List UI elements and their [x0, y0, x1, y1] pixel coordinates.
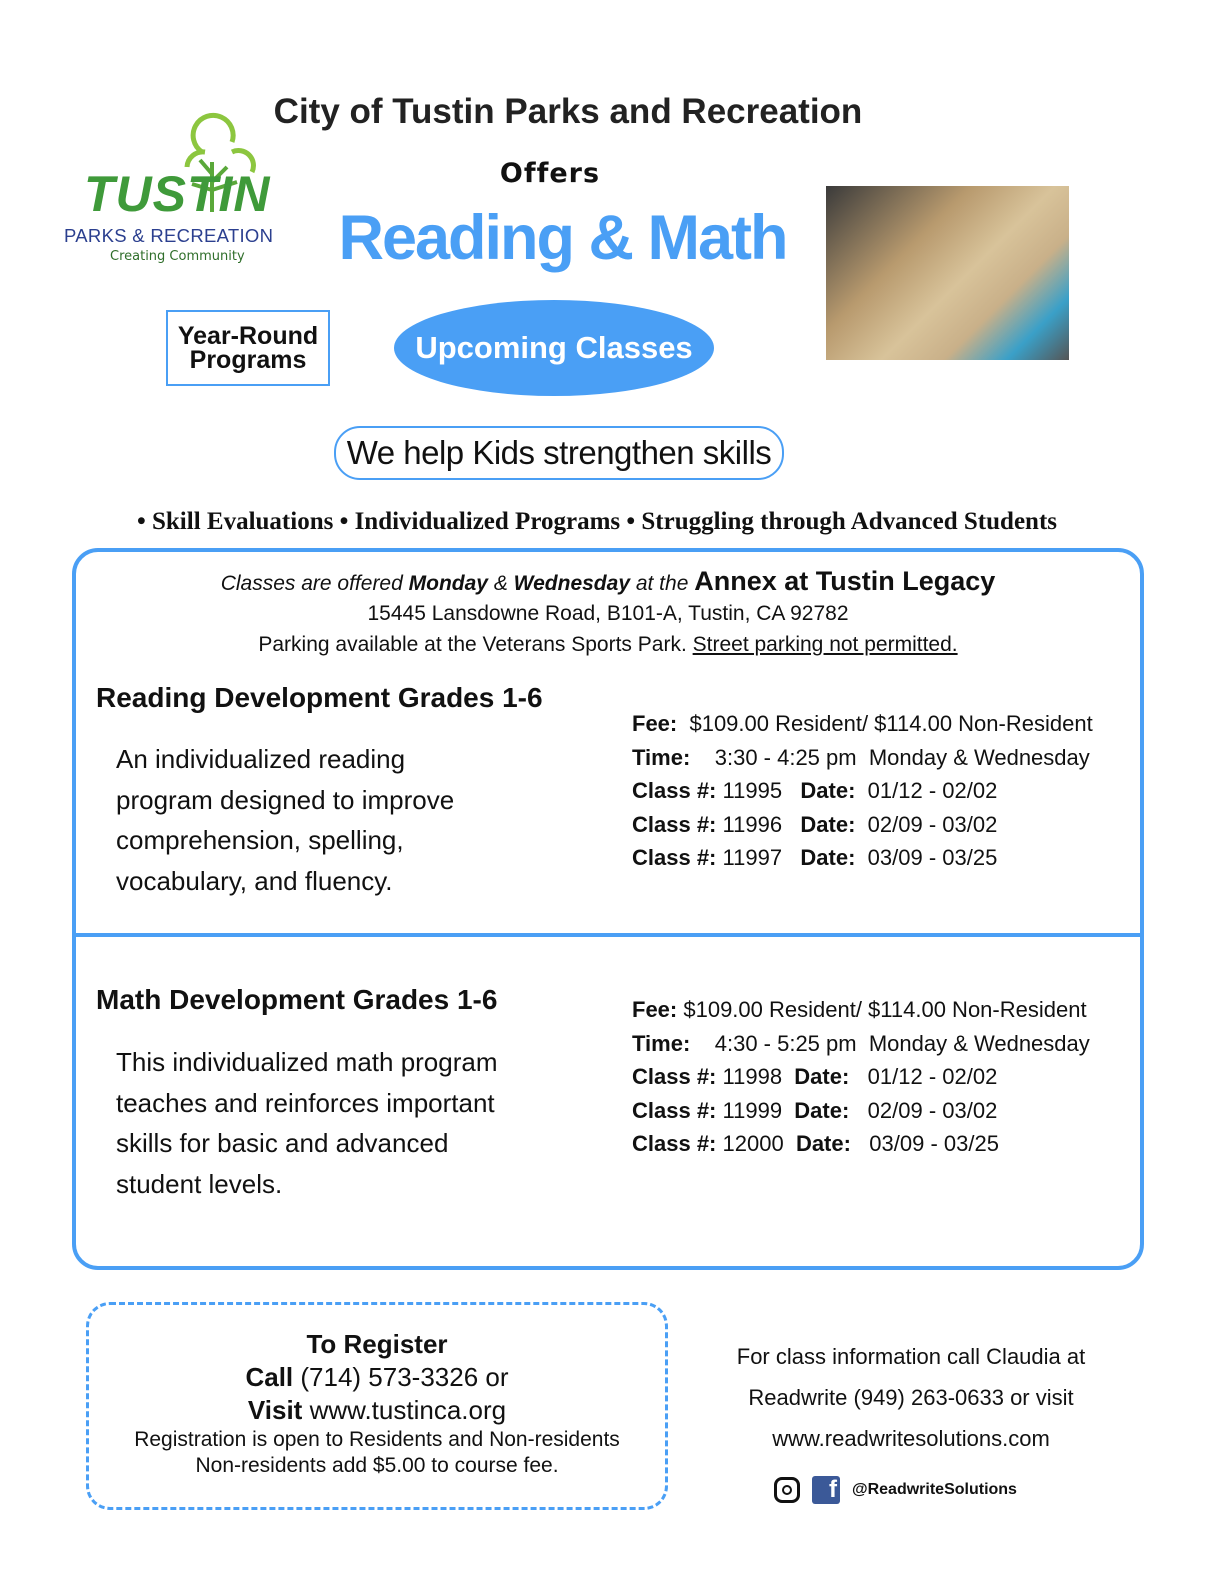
date-label: Date: [795, 1131, 851, 1156]
headline: Reading & Math [338, 203, 787, 273]
logo-wordmark: TUSTIN [84, 166, 271, 222]
tagline-pill: We help Kids strengthen skills [334, 426, 784, 480]
visit-label: Visit [247, 1395, 303, 1425]
website-link[interactable]: www.tustinca.org [302, 1395, 507, 1425]
fee-value: $109.00 Resident/ $114.00 Non-Resident [677, 997, 1087, 1022]
loc-at: at the [630, 572, 695, 595]
phone-number: (714) 573-3326 or [293, 1362, 509, 1392]
location-line [72, 566, 1144, 599]
class-number: 11995 [722, 778, 783, 803]
parking-note: Street parking not permitted. [692, 633, 958, 656]
time-label: Time: [632, 1030, 691, 1056]
contact-website[interactable]: www.readwritesolutions.com [772, 1426, 1050, 1451]
time-row [632, 741, 1093, 775]
reading-title: Reading Development Grades 1-6 [96, 682, 543, 713]
class-number: 11996 [722, 811, 783, 837]
class-row [632, 808, 1093, 842]
date-label: Date: [800, 845, 856, 870]
upcoming-classes-badge: Upcoming Classes [394, 300, 714, 396]
call-label: Call [245, 1362, 294, 1392]
social-links [774, 1476, 1017, 1504]
year-round-badge: Year-Round Programs [166, 310, 330, 386]
class-row [632, 1094, 1090, 1128]
section-divider [72, 933, 1144, 937]
math-info [632, 993, 1090, 1161]
class-label: Class #: [632, 778, 717, 803]
class-label: Class #: [632, 1064, 717, 1089]
register-note: Registration is open to Residents and Non-residents [134, 1428, 620, 1451]
class-number: 11999 [722, 1097, 783, 1123]
fee-label: Fee: [632, 997, 678, 1022]
class-date: 02/09 - 03/02 [867, 811, 998, 837]
fee-label: Fee: [632, 711, 678, 736]
facebook-icon[interactable]: f [812, 1476, 840, 1504]
time-value: 3:30 - 4:25 pm Monday & Wednesday [690, 744, 1090, 770]
class-date: 03/09 - 03/25 [869, 1131, 999, 1156]
desc-line: program designed to improve [116, 784, 455, 815]
desc-line: skills for basic and advanced [116, 1128, 449, 1158]
class-label: Class #: [632, 845, 717, 870]
loc-amp: & [487, 572, 514, 595]
desc-line: comprehension, spelling, [116, 825, 404, 855]
desc-line: vocabulary, and fluency. [116, 865, 393, 896]
contact-line: Readwrite (949) 263-0633 or visit [748, 1385, 1074, 1410]
venue-name: Annex at Tustin Legacy [694, 566, 996, 596]
instagram-icon[interactable] [774, 1477, 800, 1503]
class-row [632, 774, 1093, 808]
math-description [116, 1042, 498, 1204]
date-label: Date: [794, 1097, 850, 1123]
logo-subtitle: PARKS & RECREATION [64, 225, 274, 246]
reading-info [632, 707, 1093, 875]
offers-text: Offers [499, 158, 601, 189]
contact-line: For class information call Claudia at [736, 1344, 1086, 1369]
loc-pre: Classes are offered [220, 572, 409, 595]
fee-row [632, 707, 1093, 741]
classroom-photo [826, 186, 1069, 360]
math-title: Math Development Grades 1-6 [96, 984, 498, 1015]
address: 15445 Lansdowne Road, B101-A, Tustin, CA 92782 [367, 602, 849, 625]
register-title: To Register [306, 1329, 448, 1359]
time-value: 4:30 - 5:25 pm Monday & Wednesday [690, 1030, 1090, 1056]
desc-line: teaches and reinforces important [116, 1087, 495, 1118]
class-number: 11997 [722, 845, 783, 870]
fee-row [632, 993, 1090, 1027]
contact-info [700, 1336, 1122, 1459]
desc-line: An individualized reading [116, 744, 406, 774]
parking-text: Parking available at the Veterans Sports Park. [258, 633, 693, 656]
class-number: 11998 [722, 1064, 783, 1089]
date-label: Date: [800, 811, 856, 837]
class-row [632, 841, 1093, 875]
class-label: Class #: [632, 811, 717, 837]
fee-value: $109.00 Resident/ $114.00 Non-Resident [677, 711, 1093, 736]
class-row [632, 1060, 1090, 1094]
time-row [632, 1027, 1090, 1061]
parking-line [72, 632, 1144, 658]
register-call [89, 1362, 665, 1393]
class-row [632, 1127, 1090, 1161]
feature-bullets: • Skill Evaluations • Individualized Programs • Struggling through Advanced Students [137, 508, 1057, 535]
logo-tagline: Creating Community [110, 249, 245, 264]
register-note: Non-residents add $5.00 to course fee. [195, 1454, 559, 1477]
loc-day2: Wednesday [513, 572, 630, 595]
class-date: 01/12 - 02/02 [867, 1064, 998, 1089]
loc-day1: Monday [408, 572, 488, 595]
date-label: Date: [794, 1064, 850, 1089]
desc-line: student levels. [116, 1168, 283, 1199]
class-date: 02/09 - 03/02 [867, 1097, 998, 1123]
date-label: Date: [800, 778, 856, 803]
desc-line: This individualized math program [116, 1047, 498, 1077]
class-label: Class #: [632, 1097, 717, 1123]
class-label: Class #: [632, 1131, 717, 1156]
class-date: 01/12 - 02/02 [867, 778, 998, 803]
time-label: Time: [632, 744, 691, 770]
class-number: 12000 [722, 1131, 784, 1156]
page-title: City of Tustin Parks and Recreation [273, 92, 863, 131]
reading-description [116, 739, 454, 901]
register-visit [89, 1395, 665, 1426]
social-handle: @ReadwriteSolutions [852, 1481, 1017, 1498]
register-box [86, 1302, 668, 1510]
class-date: 03/09 - 03/25 [867, 845, 998, 870]
